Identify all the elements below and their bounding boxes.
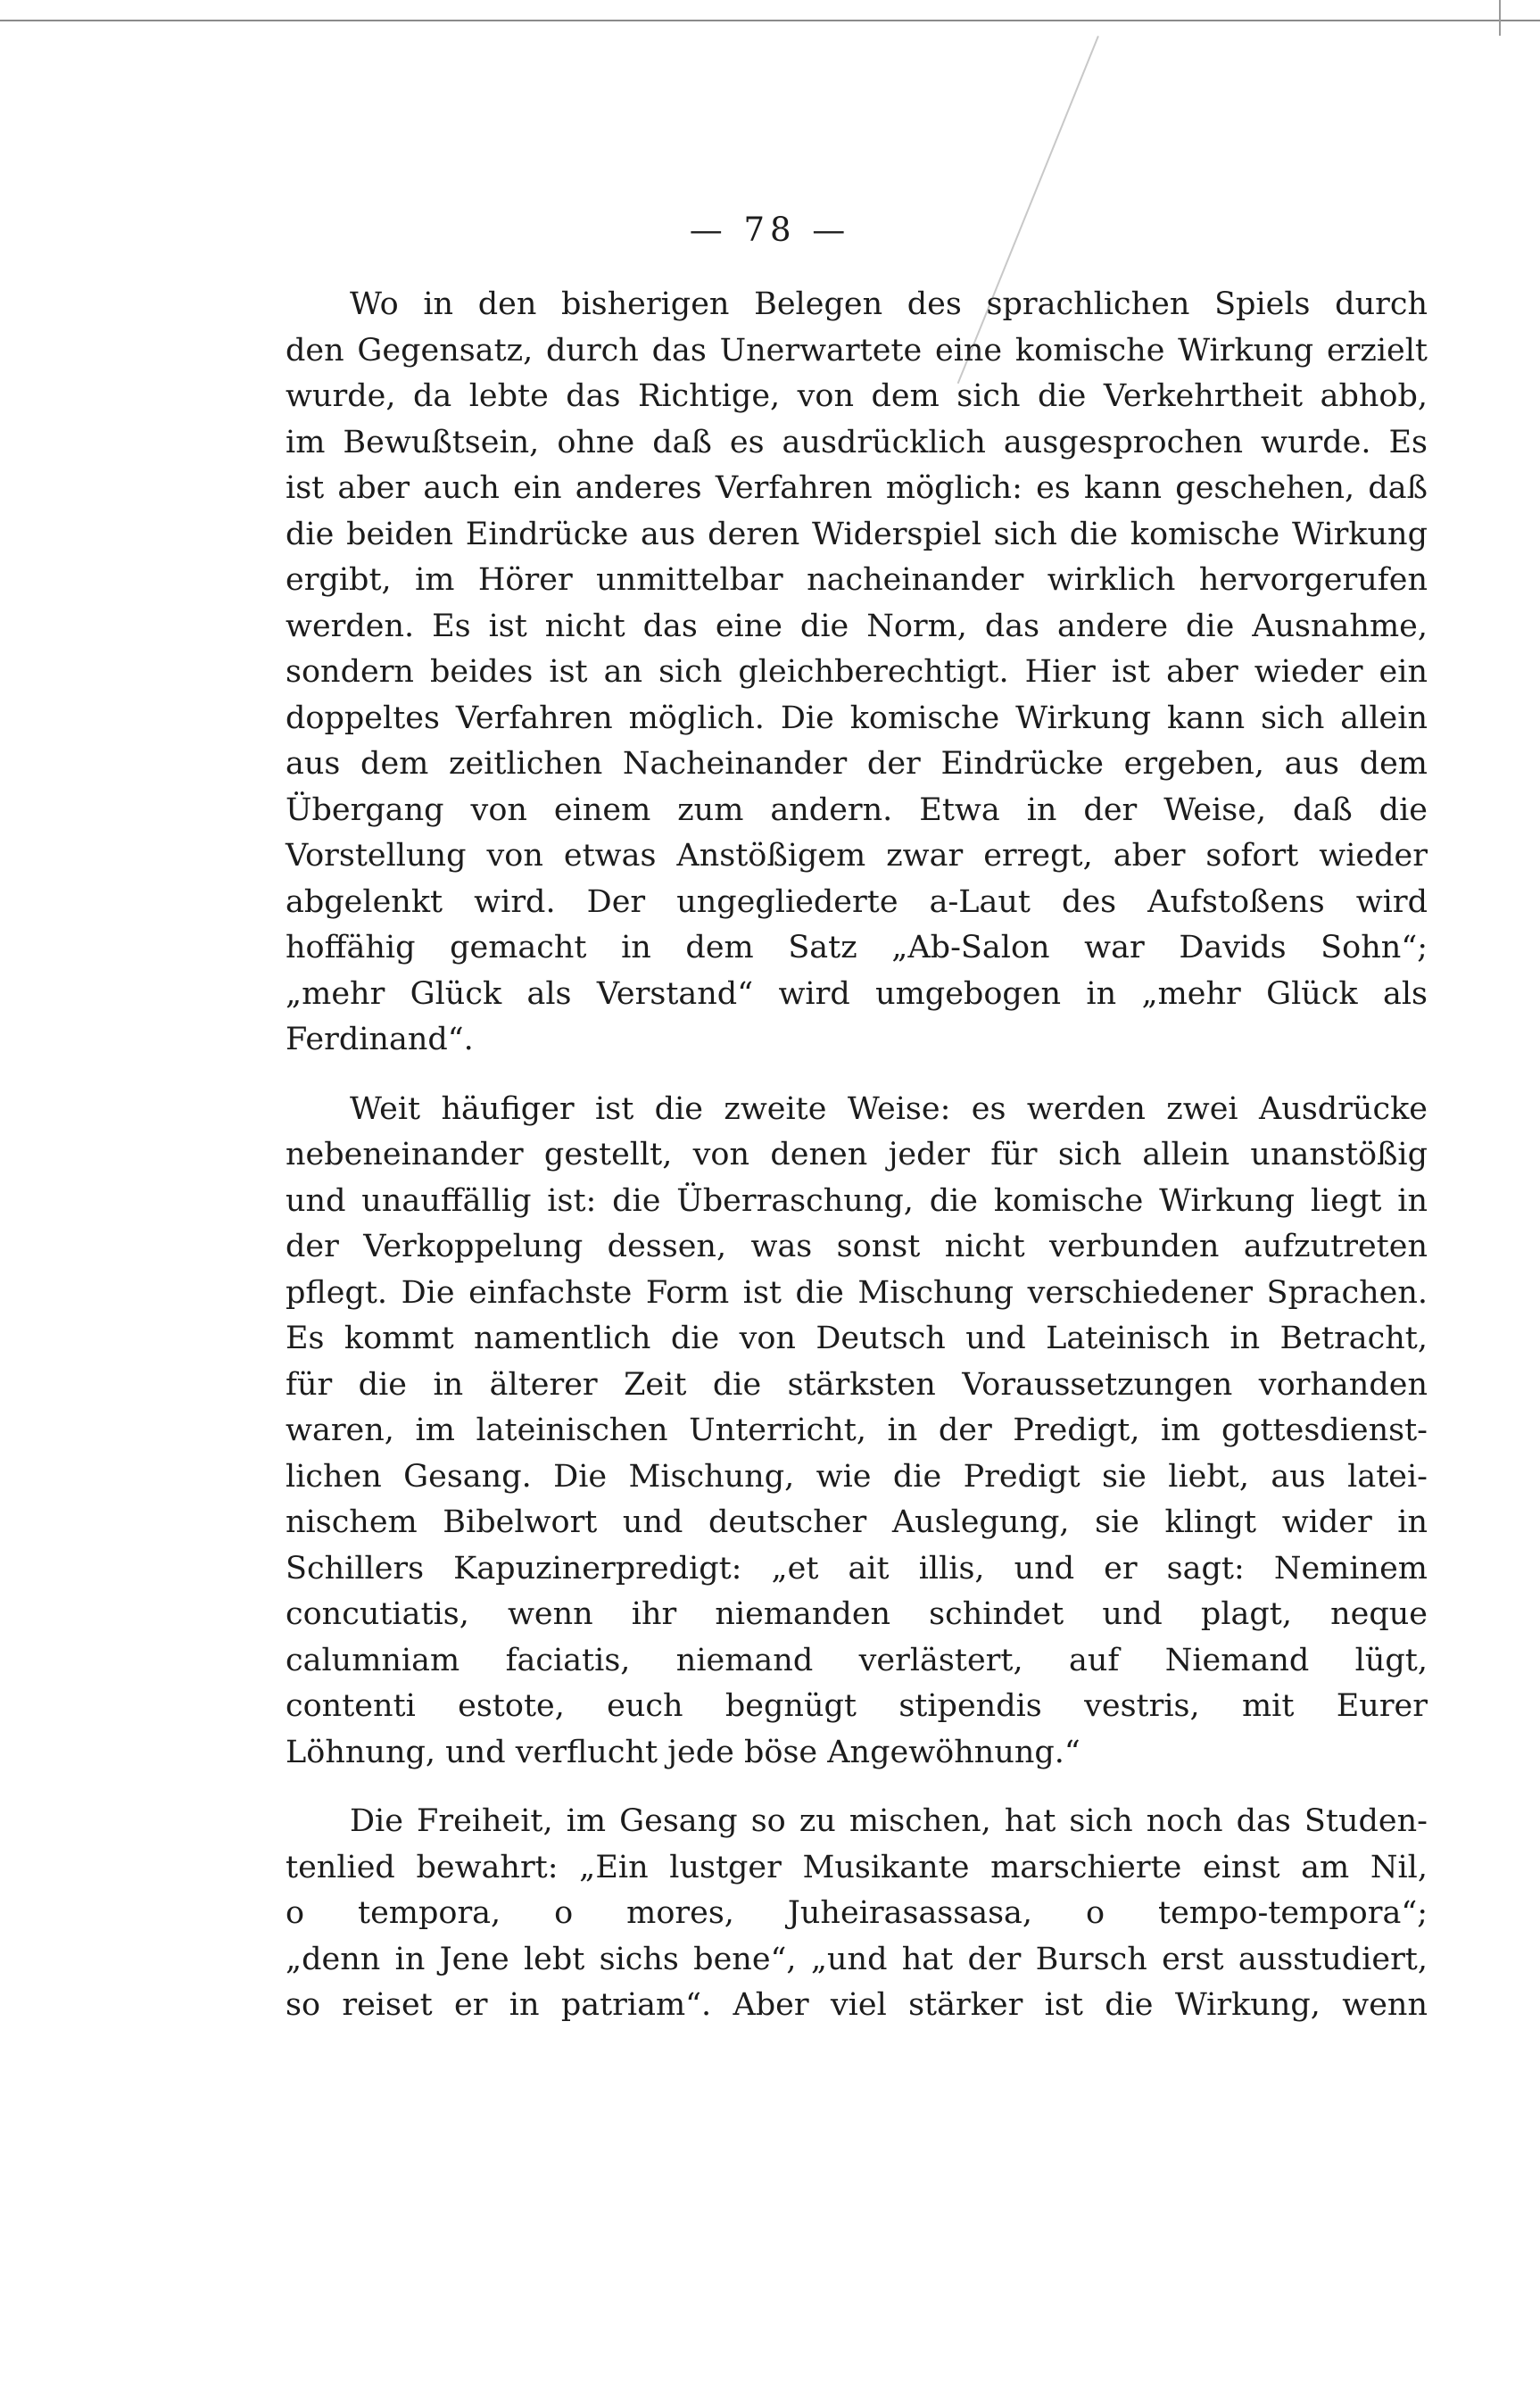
text-line: Vorstellung von etwas Anstößigem zwar erregt, aber sofort wieder (286, 838, 1428, 874)
text-line: aus dem zeitlichen Nacheinander der Eindrücke ergeben, aus dem (286, 746, 1428, 782)
paragraph-gap (286, 1064, 1428, 1087)
paragraph (286, 1799, 1428, 2029)
scan-top-border (0, 20, 1540, 21)
text-line: der Verkoppelung dessen, was sonst nicht verbunden aufzutreten (286, 1229, 1428, 1264)
text-line: sondern beides ist an sich gleichberechtigt. Hier ist aber wieder ein (286, 654, 1428, 690)
text-line: waren, im lateinischen Unterricht, in der Predigt, im gottesdienst- (286, 1413, 1428, 1448)
text-line: ergibt, im Hörer unmittelbar nacheinander wirklich hervorgerufen (286, 562, 1428, 598)
text-line: hoffähig gemacht in dem Satz „Ab-Salon war Davids Sohn“; (286, 930, 1428, 965)
paragraph-gap (286, 1776, 1428, 1799)
body-text (286, 282, 1428, 2029)
text-line: für die in älterer Zeit die stärksten Voraussetzungen vorhanden (286, 1366, 1428, 1403)
text-line: Es kommt namentlich die von Deutsch und Lateinisch in Betracht, (286, 1321, 1428, 1356)
paragraph (286, 282, 1428, 1064)
text-line: Übergang von einem zum andern. Etwa in der Weise, daß die (286, 791, 1428, 828)
text-line: Wo in den bisherigen Belegen des sprachlichen Spiels durch (350, 286, 1428, 322)
text-line: Die Freiheit, im Gesang so zu mischen, hat sich noch das Studen- (350, 1803, 1428, 1839)
text-line: tenlied bewahrt: „Ein lustger Musikante marschierte einst am Nil, (286, 1849, 1428, 1885)
text-line: Löhnung, und verflucht jede böse Angewöhnung.“ (286, 1734, 1080, 1770)
text-line: o tempora, o mores, Juheirasassasa, o tempo-tempora“; (286, 1895, 1428, 1931)
text-line: Ferdinand“. (286, 1022, 474, 1057)
text-line: im Bewußtsein, ohne daß es ausdrücklich ausgesprochen wurde. Es (286, 424, 1428, 460)
text-line: und unauffällig ist: die Überraschung, die komische Wirkung liegt in (286, 1182, 1428, 1219)
text-line: „mehr Glück als Verstand“ wird umgebogen in „mehr Glück als (286, 975, 1428, 1012)
text-line: Weit häufiger ist die zweite Weise: es werden zwei Ausdrücke (350, 1090, 1428, 1127)
text-line: werden. Es ist nicht das eine die Norm, das andere die Ausnahme, (286, 608, 1428, 644)
text-line: Schillers Kapuzinerpredigt: „et ait illis, und er sagt: Neminem (286, 1550, 1428, 1587)
text-line: contenti estote, euch begnügt stipendis vestris, mit Eurer (286, 1688, 1428, 1724)
page-number: — 78 — (689, 211, 851, 249)
text-line: calumniam faciatis, niemand verlästert, auf Niemand lügt, (286, 1642, 1428, 1678)
text-line: nischem Bibelwort und deutscher Auslegung, sie klingt wider in (286, 1504, 1428, 1540)
text-line: wurde, da lebte das Richtige, von dem sich die Verkehrtheit abhob, (286, 378, 1428, 414)
text-line: lichen Gesang. Die Mischung, wie die Predigt sie liebt, aus latei- (286, 1458, 1428, 1495)
text-line: doppeltes Verfahren möglich. Die komische Wirkung kann sich allein (286, 700, 1428, 736)
scan-edge-mark (1499, 0, 1501, 36)
paragraph (286, 1087, 1428, 1777)
text-line: so reiset er in patriam“. Aber viel stärker ist die Wirkung, wenn (286, 1987, 1428, 2023)
text-line: nebeneinander gestellt, von denen jeder für sich allein unanstößig (286, 1137, 1428, 1172)
text-line: den Gegensatz, durch das Unerwartete eine komische Wirkung erzielt (286, 332, 1428, 369)
text-line: pflegt. Die einfachste Form ist die Mischung verschiedener Sprachen. (286, 1274, 1428, 1311)
text-line: die beiden Eindrücke aus deren Widerspiel sich die komische Wirkung (286, 516, 1428, 552)
text-line: ist aber auch ein anderes Verfahren möglich: es kann geschehen, daß (286, 470, 1428, 506)
text-line: abgelenkt wird. Der ungegliederte a-Laut des Aufstoßens wird (286, 883, 1428, 920)
text-line: concutiatis, wenn ihr niemanden schindet und plagt, neque (286, 1596, 1428, 1632)
text-line: „denn in Jene lebt sichs bene“, „und hat der Bursch erst ausstudiert, (286, 1941, 1428, 1977)
